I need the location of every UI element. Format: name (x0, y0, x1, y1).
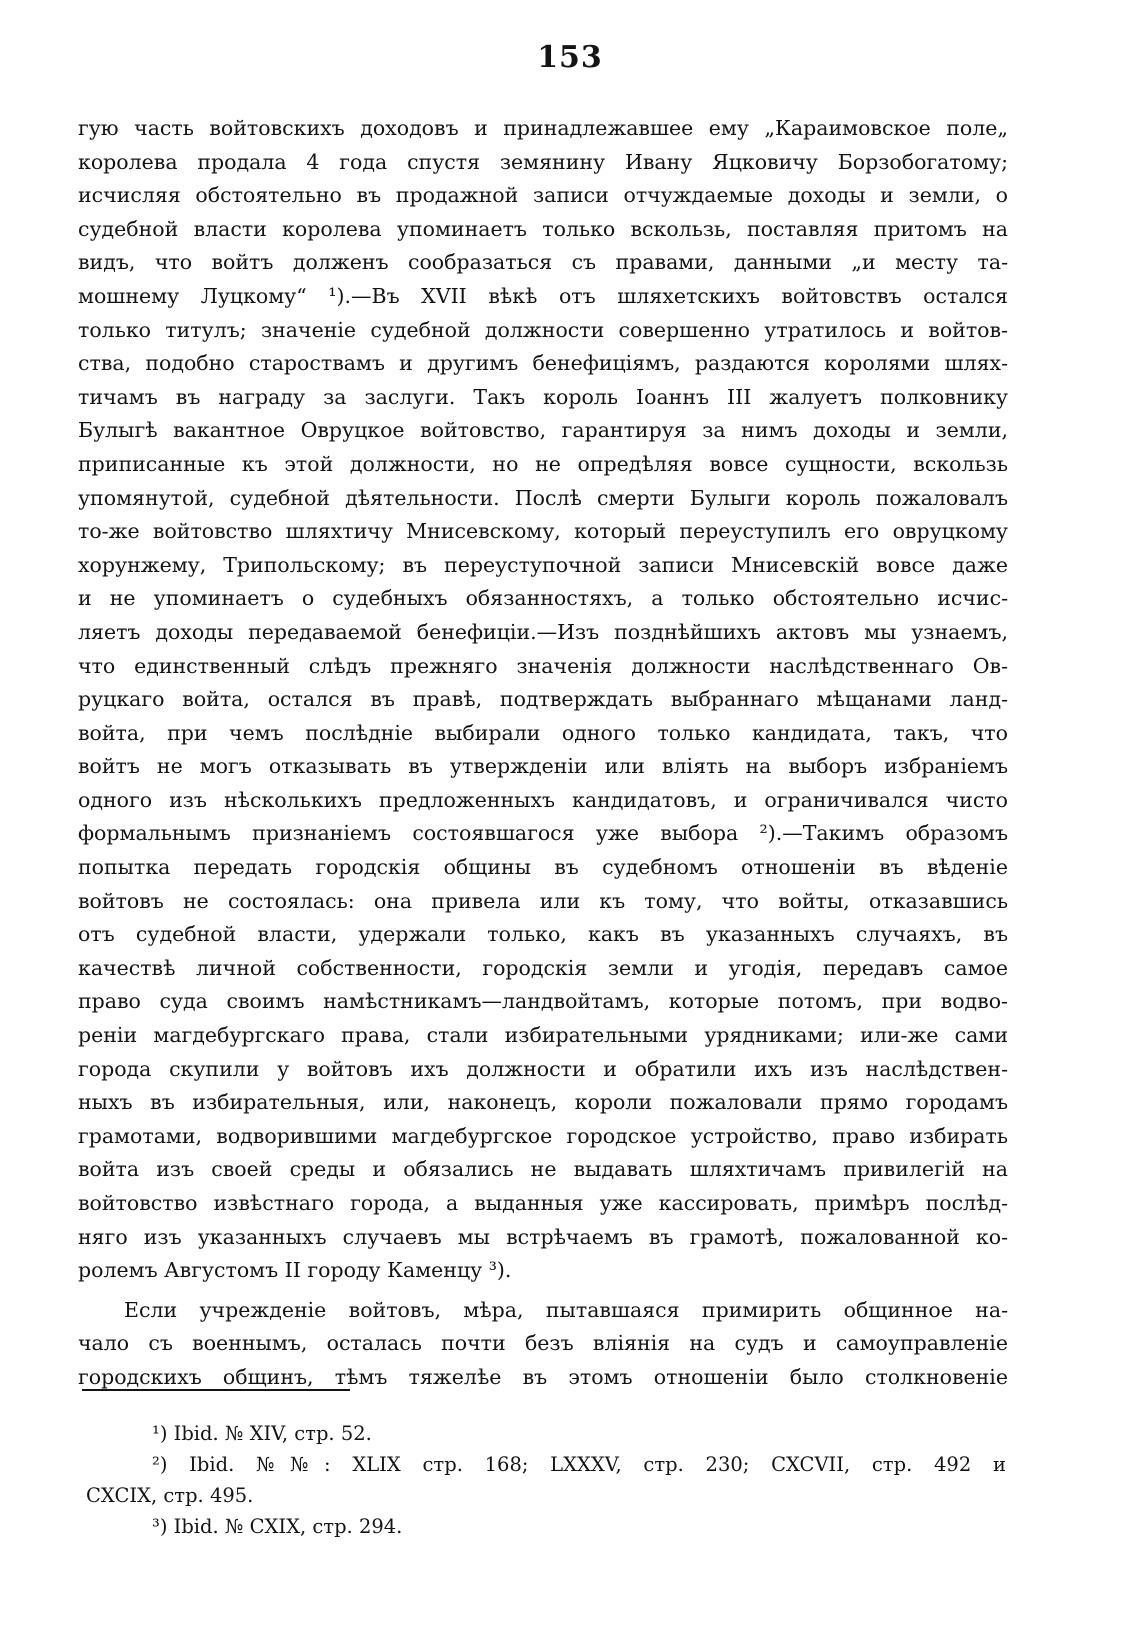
text-line: попытка передать городскія общины въ судебномъ отношеніи въ вѣденіе (78, 855, 1008, 880)
text-line: видъ, что войтъ долженъ сообразаться съ правами, данными „и месту та- (78, 250, 1008, 275)
text-line: войтъ не могъ отказывать въ утвержденіи или вліять на выборъ избраніемъ (78, 754, 1008, 779)
footnotes (86, 1418, 1006, 1542)
text-line: реніи магдебургскаго права, стали избирательными урядниками; или-же сами (78, 1023, 1008, 1048)
text-line: руцкаго войта, остался въ правѣ, подтверждать выбраннаго мѣщанами ланд- (78, 687, 1008, 712)
footnote-line: ¹) Ibid. № XIV, стр. 52. (152, 1422, 372, 1445)
text-line: исчисляя обстоятельно въ продажной записи отчуждаемые доходы и земли, о (78, 183, 1008, 208)
text-line: право суда своимъ намѣстникамъ—ландвойтамъ, которые потомъ, при водво- (78, 989, 1008, 1014)
text-line: формальнымъ признаніемъ состоявшагося уже выбора ²).—Такимъ образомъ (78, 821, 1008, 846)
footnote-line: CXCIX, стр. 495. (86, 1484, 254, 1507)
text-line: няго изъ указанныхъ случаевъ мы встрѣчаемъ въ грамотѣ, пожалованной ко- (78, 1224, 1008, 1249)
text-line: ролемъ Августомъ II городу Каменцу ³). (78, 1258, 512, 1283)
text-line: войта изъ своей среды и обязались не выдавать шляхтичамъ привилегій на (78, 1157, 1008, 1182)
text-line: города скупили у войтовъ ихъ должности и обратили ихъ изъ наслѣдствен- (78, 1056, 1008, 1081)
footnote-line: ³) Ibid. № CXIX, стр. 294. (152, 1515, 403, 1538)
text-line: одного изъ нѣсколькихъ предложенныхъ кандидатовъ, и ограничивался чисто (78, 787, 1008, 812)
text-line: городскихъ общинъ, тѣмъ тяжелѣе въ этомъ отношеніи было столкновеніе (78, 1364, 1008, 1389)
text-line: войта, при чемъ послѣдніе выбирали одного только кандидата, такъ, что (78, 720, 1008, 745)
footnote-divider (82, 1389, 350, 1391)
text-line: судебной власти королева упоминаетъ только вскользь, поставляя притомъ на (78, 216, 1008, 241)
text-line: грамотами, водворившими магдебургское городское устройство, право избирать (78, 1123, 1008, 1148)
text-line: хорунжему, Трипольскому; въ переуступочной записи Мнисевскій вовсе даже (78, 552, 1008, 577)
text-line: войтовство извѣстнаго города, а выданныя уже кассировать, примѣръ послѣд- (78, 1191, 1008, 1215)
text-line: Булыгѣ вакантное Овруцкое войтовство, гарантируя за нимъ доходы и земли, (78, 418, 1008, 443)
body-text (78, 112, 1008, 1395)
text-line: ляетъ доходы передаваемой бенефиціи.—Изъ позднѣйшихъ актовъ мы узнаемъ, (78, 619, 1008, 644)
page-number: 153 (537, 40, 603, 75)
text-line: только титулъ; значеніе судебной должности совершенно утратилось и войтов- (78, 317, 1008, 342)
text-line: войтовъ не состоялась: она привела или къ тому, что войты, отказавшись (78, 888, 1008, 913)
text-line: мошнему Луцкому“ ¹).—Въ XVII вѣкѣ отъ шляхетскихъ войтовствъ остался (78, 283, 1008, 308)
footnote-line: ²) Ibid. №№: XLIX стр. 168; LXXXV, стр. 230; CXCVII, стр. 492 и (152, 1453, 1006, 1476)
text-line: чало съ военнымъ, осталась почти безъ вліянія на судъ и самоуправленіе (78, 1331, 1008, 1356)
text-line: то-же войтовство шляхтичу Мнисевскому, который переуступилъ его овруцкому (78, 519, 1008, 544)
text-line: королева продала 4 года спустя земянину Ивану Яцковичу Борзобогатому; (78, 149, 1008, 174)
text-line: что единственный слѣдъ прежняго значенія должности наслѣдственнаго Ов- (78, 653, 1008, 678)
text-line: и не упоминаетъ о судебныхъ обязанностяхъ, а только обстоятельно исчис- (78, 586, 1008, 611)
text-line: гую часть войтовскихъ доходовъ и принадлежавшее ему „Караимовское поле„ (78, 116, 1008, 140)
text-line: отъ судебной власти, удержали только, какъ въ указанныхъ случаяхъ, въ (78, 922, 1008, 947)
text-line: ныхъ въ избирательныя, или, наконецъ, короли пожаловали прямо городамъ (78, 1090, 1008, 1115)
text-line: тичамъ въ награду за заслуги. Такъ король Іоаннъ III жалуетъ полковнику (78, 384, 1008, 409)
text-line: качествѣ личной собственности, городскія земли и угодія, передавъ самое (78, 955, 1008, 980)
text-line: упомянутой, судебной дѣятельности. Послѣ смерти Булыги король пожаловалъ (78, 485, 1008, 510)
text-line: приписанные къ этой должности, но не опредѣляя вовсе сущности, вскользь (78, 451, 1008, 476)
text-line: ства, подобно староствамъ и другимъ бенефиціямъ, раздаются королями шлях- (78, 351, 1008, 376)
text-line: Если учрежденіе войтовъ, мѣра, пытавшаяся примирить общинное на- (124, 1297, 1008, 1322)
